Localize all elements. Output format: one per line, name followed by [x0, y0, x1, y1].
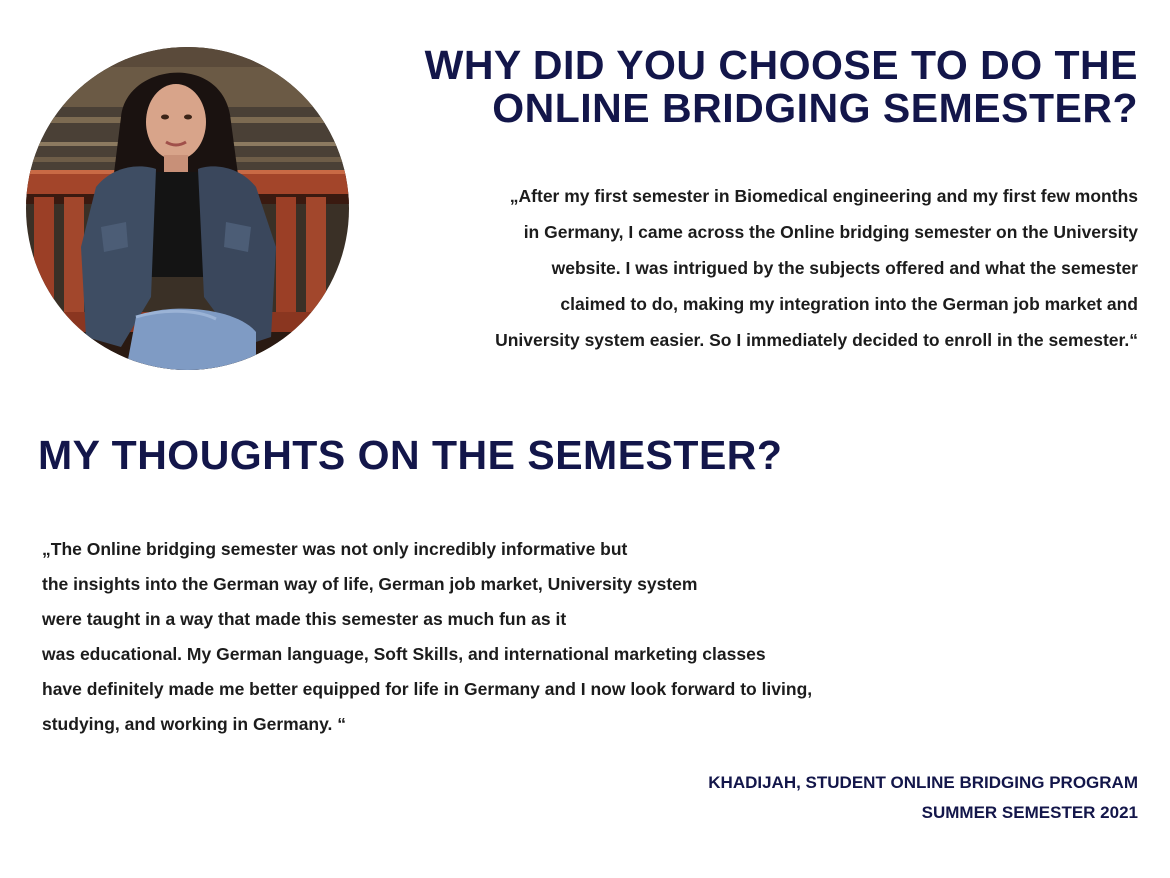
- section-one-heading-line-2: ONLINE BRIDGING SEMESTER?: [492, 85, 1138, 131]
- quote-line: „After my first semester in Biomedical engineering and my first few months: [509, 186, 1138, 206]
- attribution-name: KHADIJAH, STUDENT ONLINE BRIDGING PROGRAM: [708, 773, 1138, 792]
- quote-line: was educational. My German language, Soft Skills, and international marketing classes: [42, 644, 766, 664]
- quote-line: studying, and working in Germany. “: [42, 714, 347, 734]
- quote-line: claimed to do, making my integration into the German job market and: [560, 294, 1138, 314]
- quote-line: the insights into the German way of life, German job market, University system: [42, 574, 698, 594]
- section-two-quote: [42, 532, 1002, 742]
- section-one-heading: [358, 44, 1138, 130]
- section-two-heading: MY THOUGHTS ON THE SEMESTER?: [38, 432, 783, 478]
- attribution: [708, 768, 1138, 828]
- quote-line: website. I was intrigued by the subjects offered and what the semester: [551, 258, 1138, 278]
- quote-line: in Germany, I came across the Online bridging semester on the University: [523, 222, 1138, 242]
- quote-line: University system easier. So I immediately decided to enroll in the semester.“: [495, 330, 1138, 350]
- quote-line: „The Online bridging semester was not only incredibly informative but: [42, 539, 628, 559]
- attribution-semester: SUMMER SEMESTER 2021: [921, 803, 1138, 822]
- quote-line: were taught in a way that made this semester as much fun as it: [42, 609, 567, 629]
- section-one-quote: [378, 178, 1138, 358]
- quote-line: have definitely made me better equipped for life in Germany and I now look forward to living,: [42, 679, 813, 699]
- section-one-heading-line-1: WHY DID YOU CHOOSE TO DO THE: [424, 42, 1138, 88]
- student-portrait-photo-icon: [26, 47, 349, 370]
